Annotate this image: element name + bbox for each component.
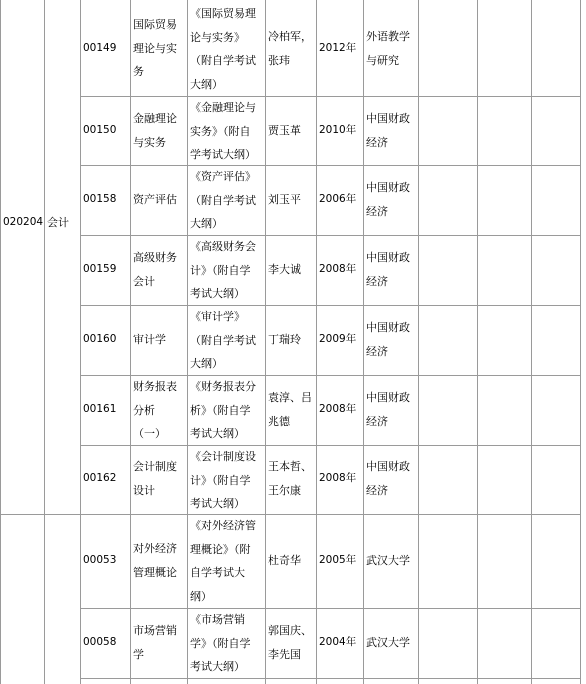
author: 王本哲、 王尔康 (268, 460, 312, 497)
column-divider (80, 0, 81, 684)
pub-year: 2009年 (319, 333, 357, 345)
course-name: 高级财务 会计 (133, 251, 177, 288)
course-code: 00162 (83, 472, 117, 484)
row-divider (80, 608, 581, 609)
course-code: 00160 (83, 333, 117, 345)
course-code: 00158 (83, 193, 117, 205)
column-divider (531, 0, 532, 684)
textbook-title: 《财务报表分 析》（附自学 考试大纲） (190, 380, 256, 440)
author: 丁瑞玲 (268, 333, 301, 346)
publisher: 武汉大学 (366, 554, 410, 567)
author: 杜奇华 (268, 554, 301, 567)
textbook-title: 《会计制度设 计》（附自学 考试大纲） (190, 450, 256, 510)
author: 刘玉平 (268, 193, 301, 206)
row-divider (80, 235, 581, 236)
course-code: 00159 (83, 263, 117, 275)
author: 郭国庆、 李先国 (268, 624, 312, 661)
publisher: 中国财政 经济 (366, 181, 410, 218)
row-divider (80, 96, 581, 97)
pub-year: 2008年 (319, 403, 357, 415)
author: 李大诚 (268, 263, 301, 276)
textbook-title: 《高级财务会 计》（附自学 考试大纲） (190, 240, 256, 300)
group-divider (0, 514, 581, 515)
publisher: 中国财政 经济 (366, 321, 410, 358)
textbook-title: 《审计学》 （附自学考试 大纲） (190, 310, 256, 370)
course-name: 财务报表 分析 （一） (133, 380, 177, 440)
pub-year: 2008年 (319, 472, 357, 484)
course-name: 市场营销 学 (133, 624, 177, 661)
publisher: 中国财政 经济 (366, 460, 410, 497)
textbook-title: 《资产评估》 （附自学考试 大纲） (190, 170, 256, 230)
course-name: 对外经济 管理概论 (133, 542, 177, 579)
course-code: 00161 (83, 403, 117, 415)
author: 冷柏军， 张玮 (268, 30, 312, 67)
textbook-title: 《对外经济管 理概论》（附 自学考试大 纲） (190, 519, 256, 603)
textbook-title: 《国际贸易理 论与实务》 （附自学考试 大纲） (190, 7, 256, 91)
pub-year: 2006年 (319, 193, 357, 205)
pub-year: 2008年 (319, 263, 357, 275)
publisher: 外语教学 与研究 (366, 30, 410, 67)
course-name: 国际贸易 理论与实 务 (133, 18, 177, 78)
column-divider (316, 0, 317, 684)
column-divider (477, 0, 478, 684)
course-name: 金融理论 与实务 (133, 112, 177, 149)
column-divider (418, 0, 419, 684)
row-divider (80, 165, 581, 166)
author: 袁淳、吕 兆德 (268, 391, 312, 428)
course-code: 00058 (83, 636, 117, 648)
pub-year: 2004年 (319, 636, 357, 648)
pub-year: 2010年 (319, 124, 357, 136)
course-code: 00053 (83, 554, 117, 566)
course-name: 会计制度 设计 (133, 460, 177, 497)
column-divider (0, 0, 1, 684)
publisher: 中国财政 经济 (366, 391, 410, 428)
textbook-title: 《金融理论与 实务》（附自 学考试大纲） (190, 101, 256, 161)
publisher: 中国财政 经济 (366, 112, 410, 149)
column-divider (265, 0, 266, 684)
column-divider (363, 0, 364, 684)
major-name: 会计 (47, 216, 69, 229)
author: 贾玉革 (268, 124, 301, 137)
column-divider (130, 0, 131, 684)
column-divider (44, 0, 45, 684)
textbook-title: 《市场营销 学》（附自学 考试大纲） (190, 613, 251, 673)
major-code: 020204 (3, 216, 44, 228)
course-code: 00149 (83, 42, 117, 54)
course-name: 资产评估 (133, 193, 177, 206)
row-divider (80, 678, 581, 679)
publisher: 武汉大学 (366, 636, 410, 649)
publisher: 中国财政 经济 (366, 251, 410, 288)
column-divider (187, 0, 188, 684)
row-divider (80, 305, 581, 306)
pub-year: 2005年 (319, 554, 357, 566)
column-divider (580, 0, 581, 684)
pub-year: 2012年 (319, 42, 357, 54)
course-code: 00150 (83, 124, 117, 136)
course-name: 审计学 (133, 333, 166, 346)
